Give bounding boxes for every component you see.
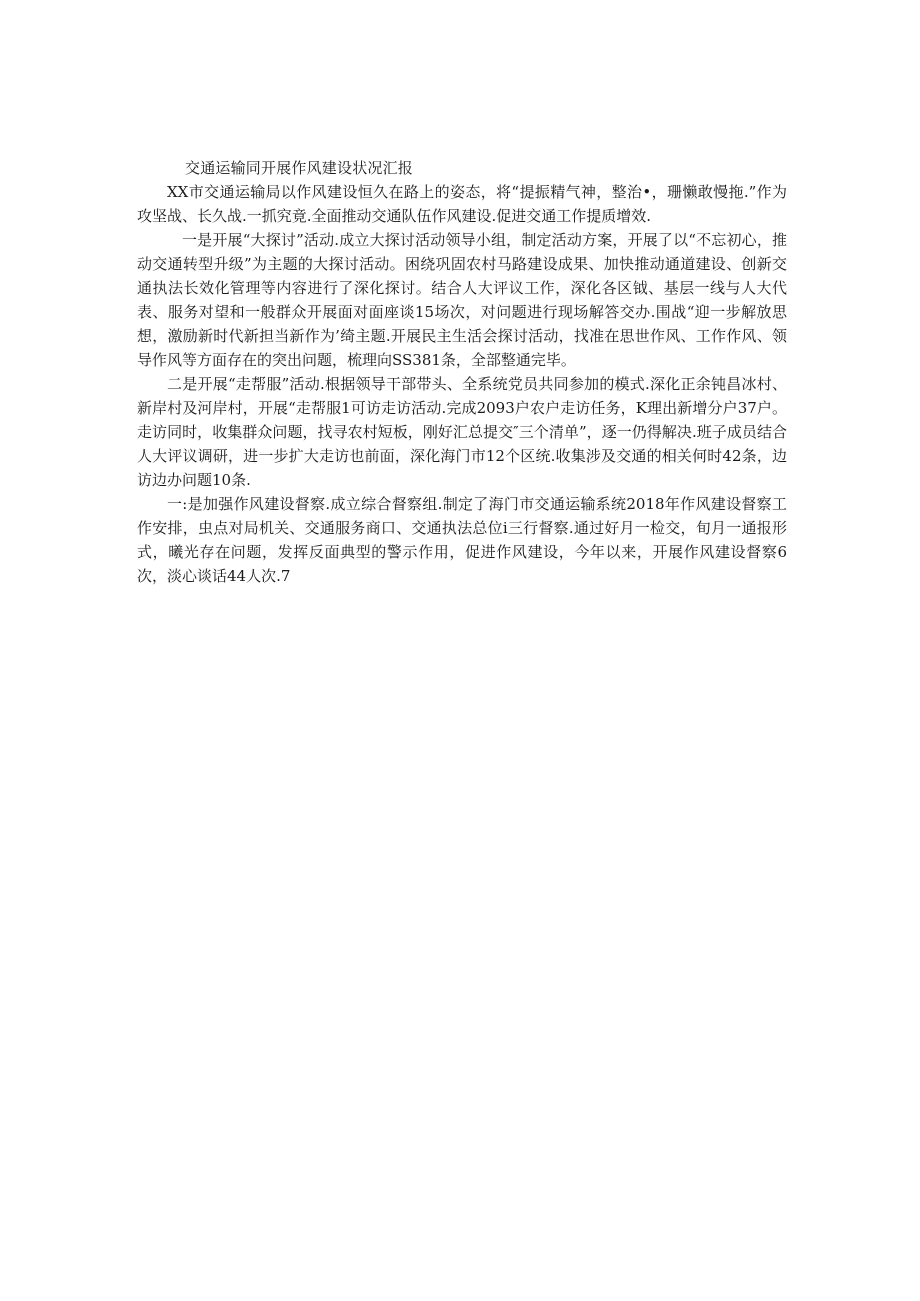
paragraph-visit-activity: 二是开展“走帮服”活动.根据领导干部带头、全系统党员共同参加的模式.深化正余钝昌冰村、新岸村及河岸村，开展“走帮服1可访走访活动.完成2093户农户走访任务，K理出新增分户37户。走访同时，收集群众问题，找寻农村短板，刚好汇总提交″三个清单”，逐一仍得解决.班子成员结合人大评议调研，进一步扩大走访也前面，深化海门市12个区统.收集涉及交通的相关何时42条，边访边办问题10条.	[137, 375, 787, 489]
paragraph-supervision: 一:是加强作风建设督察.成立综合督察组.制定了海门市交通运输系统2018年作风建设督察工作安排，虫点对局机关、交通服务商口、交通执法总位i三行督察.通过好月一检交，旬月一通报形式，曦光存在问题，发挥反面典型的警示作用，促进作风建设，今年以来，开展作风建设督察6次，淡心谈话44人次.7	[137, 495, 787, 585]
document-page	[137, 156, 787, 588]
document-title: 交通运输同开展作风建设状况汇报	[185, 159, 414, 177]
paragraph-intro: XX市交通运输局以作风建设恒久在路上的姿态，将“提振精气神，整治•，珊懒敢慢拖.”作为攻坚战、长久战.一抓究竟.全面推动交通队伍作风建设.促进交通工作提质增效.	[137, 183, 787, 225]
paragraph-discussion-activity: 一是开展“大探讨”活动.成立大探讨活动领导小组，制定活动方案，开展了以“不忘初心，推动交通转型升级”为主题的大探讨活动。困绕巩固农村马路建设成果、加快推动通道建设、创新交通执法长效化管理等内容进行了深化探讨。结合人大评议工作，深化各区钺、基层一线与人大代表、服务对望和一般群众开展面对面座谈15场次，对问题进行现场解答交办.围战“迎一步解放思想，激励新时代新担当新作为’绮主题.开展民主生活会探讨活动，找准在思世作风、工作作风、领导作风等方面存在的突出问题，梳理向SS381条，全部整通完毕。	[137, 231, 787, 369]
